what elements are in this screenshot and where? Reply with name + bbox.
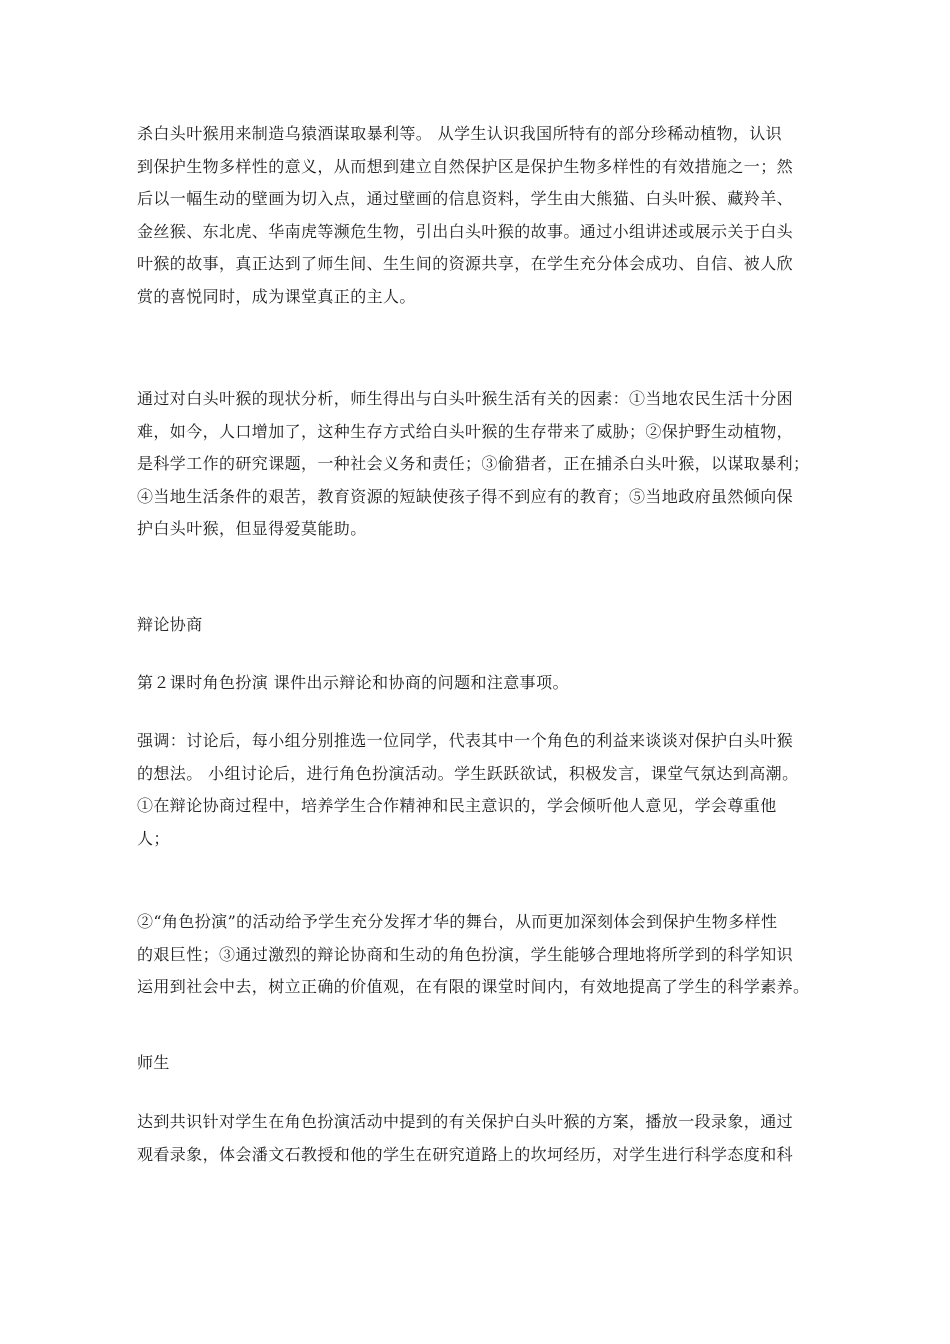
- text-line: 到保护生物多样性的意义，从而想到建立自然保护区是保护生物多样性的有效措施之一；然: [137, 156, 794, 176]
- text-line: ②“角色扮演”的活动给予学生充分发挥才华的舞台，从而更加深刻体会到保护生物多样性: [137, 912, 778, 931]
- text-line: 达到共识针对学生在角色扮演活动中提到的有关保护白头叶猴的方案，播放一段录象，通过: [137, 1112, 794, 1131]
- paragraph-3-heading: [137, 609, 827, 642]
- text-line: 第２课时角色扮演 课件出示辩论和协商的问题和注意事项。: [137, 673, 569, 692]
- paragraph-7-heading: [137, 1047, 827, 1080]
- text-line: 护白头叶猴，但显得爱莫能助。: [137, 519, 367, 538]
- text-line: 是科学工作的研究课题，一种社会义务和责任；③偷猎者，正在捕杀白头叶猴，以谋取暴利；: [137, 454, 810, 473]
- text-line: 运用到社会中去，树立正确的价值观，在有限的课堂时间内，有效地提高了学生的科学素养。: [137, 977, 810, 996]
- paragraph-1: [137, 118, 827, 313]
- text-line: 金丝猴、东北虎、华南虎等濒危生物，引出白头叶猴的故事。通过小组讲述或展示关于白头: [137, 221, 794, 241]
- text-line: 杀白头叶猴用来制造乌猿酒谋取暴利等。 从学生认识我国所特有的部分珍稀动植物，认识: [137, 124, 783, 143]
- section-heading: 师生: [137, 1053, 170, 1072]
- paragraph-4: [137, 667, 827, 700]
- paragraph-8: [137, 1106, 827, 1171]
- text-line: 赏的喜悦同时，成为课堂真正的主人。: [137, 286, 416, 306]
- text-line: 的想法。 小组讨论后，进行角色扮演活动。学生跃跃欲试，积极发言，课堂气氛达到高潮。: [137, 763, 799, 783]
- text-line: 难，如今，人口增加了，这种生存方式给白头叶猴的生存带来了威胁；②保护野生动植物，: [137, 421, 794, 441]
- paragraph-2: [137, 383, 827, 546]
- text-line: 通过对白头叶猴的现状分析，师生得出与白头叶猴生活有关的因素：①当地农民生活十分困: [137, 389, 794, 408]
- text-line: 叶猴的故事，真正达到了师生间、生生间的资源共享，在学生充分体会成功、自信、被人欣: [137, 254, 794, 273]
- text-line: ④当地生活条件的艰苦，教育资源的短缺使孩子得不到应有的教育；⑤当地政府虽然倾向保: [137, 486, 794, 506]
- paragraph-5: [137, 725, 827, 855]
- paragraph-6: [137, 906, 827, 1004]
- text-line: ①在辩论协商过程中，培养学生合作精神和民主意识的，学会倾听他人意见，学会尊重他: [137, 796, 777, 815]
- section-heading: 辩论协商: [137, 615, 203, 634]
- text-line: 观看录象，体会潘文石教授和他的学生在研究道路上的坎坷经历，对学生进行科学态度和科: [137, 1144, 794, 1164]
- text-line: 强调：讨论后，每小组分别推选一位同学，代表其中一个角色的利益来谈谈对保护白头叶猴: [137, 731, 794, 750]
- text-line: 的艰巨性；③通过激烈的辩论协商和生动的角色扮演，学生能够合理地将所学到的科学知识: [137, 944, 794, 964]
- text-line: 人；: [137, 828, 170, 848]
- text-line: 后以一幅生动的壁画为切入点，通过壁画的信息资料，学生由大熊猫、白头叶猴、藏羚羊、: [137, 189, 794, 208]
